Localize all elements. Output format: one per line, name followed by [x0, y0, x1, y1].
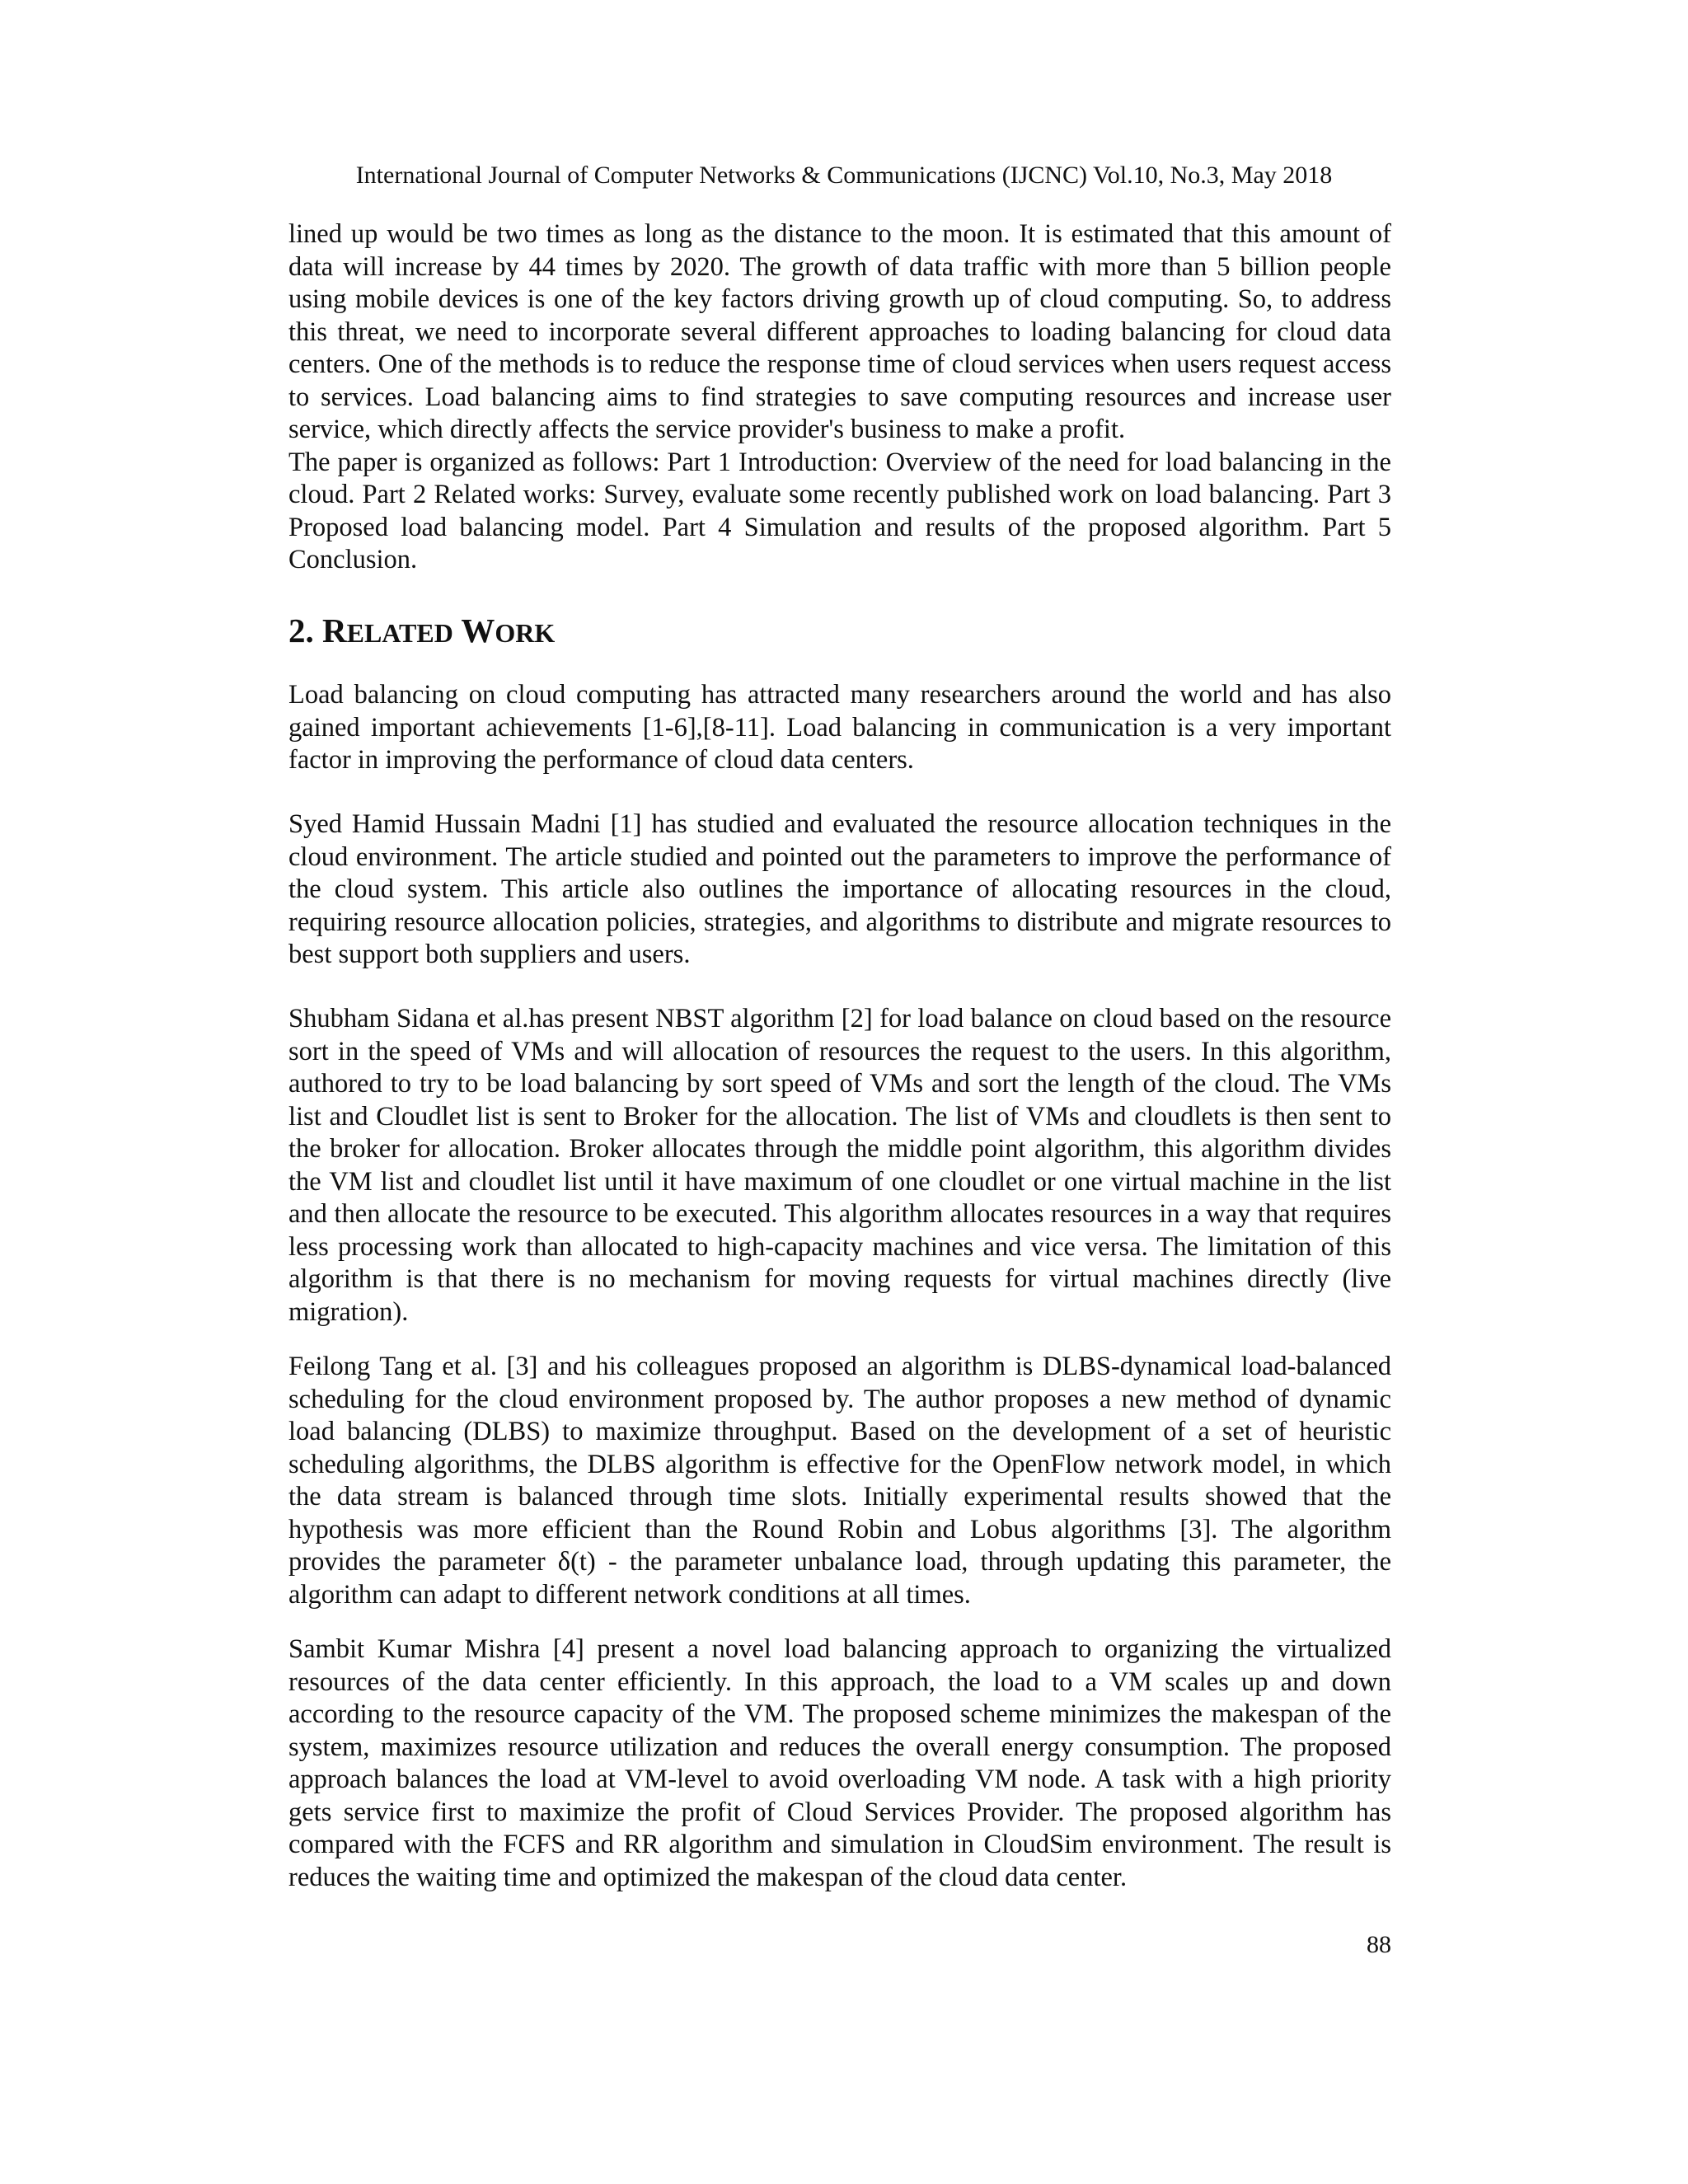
related-work-overview-paragraph: Load balancing on cloud computing has attracted many researchers around the world and has also gained important achievements [1-6],[8-11]. Load balancing in communication is a very important factor in improving the performance of cloud data centers.: [288, 680, 1391, 775]
section-heading-related-work: [288, 610, 555, 654]
sidana-paragraph: Shubham Sidana et al.has present NBST algorithm [2] for load balance on cloud based on the resource sort in the speed of VMs and will allocation of resources the request to the users. In this algorithm, authored to try to be load balancing by sort speed of VMs and sort the length of the cloud. The VMs list and Cloudlet list is sent to Broker for the allocation. The list of VMs and cloudlets is then sent to the broker for allocation. Broker allocates through the middle point algorithm, this algorithm divides the VM list and cloudlet list until it have maximum of one cloudlet or one virtual machine in the list and then allocate the resource to be executed. This algorithm allocates resources in a way that requires less processing work than allocated to high-capacity machines and vice versa. The limitation of this algorithm is that there is no mechanism for moving requests for virtual machines directly (live migration).: [288, 1004, 1391, 1327]
section-title-initial-2: W: [461, 612, 495, 649]
madni-paragraph: Syed Hamid Hussain Madni [1] has studied and evaluated the resource allocation techniques in the cloud environment. The article studied and pointed out the parameters to improve the performance of the cloud system. This article also outlines the importance of allocating resources in the cloud, requiring resource allocation policies, strategies, and algorithms to distribute and migrate resources to best support both suppliers and users.: [288, 809, 1391, 969]
running-header: International Journal of Computer Networks & Communications (IJCNC) Vol.10, No.3, May 2018: [355, 162, 1333, 189]
paper-organization-paragraph: The paper is organized as follows: Part 1 Introduction: Overview of the need for load balancing in the cloud. Part 2 Related works: Survey, evaluate some recently published work on load balancing. Part 3 Proposed load balancing model. Part 4 Simulation and results of the proposed algorithm. Part 5 Conclusion.: [288, 447, 1391, 574]
intro-block: [288, 218, 1391, 577]
section-title-rest-2: ORK: [495, 618, 556, 648]
section-title-rest-1: ELATED: [346, 618, 453, 648]
page-number: 88: [1367, 1931, 1391, 1958]
section-title-initial-1: R: [322, 612, 347, 649]
intro-continuation-paragraph: lined up would be two times as long as the distance to the moon. It is estimated that this amount of data will increase by 44 times by 2020. The growth of data traffic with more than 5 billion people using mobile devices is one of the key factors driving growth up of cloud computing. So, to address this threat, we need to incorporate several different approaches to loading balancing for cloud data centers. One of the methods is to reduce the response time of cloud services when users request access to services. Load balancing aims to find strategies to save computing resources and increase user service, which directly affects the service provider's business to make a profit.: [288, 219, 1391, 444]
mishra-paragraph: Sambit Kumar Mishra [4] present a novel load balancing approach to organizing the virtualized resources of the data center efficiently. In this approach, the load to a VM scales up and down according to the resource capacity of the VM. The proposed scheme minimizes the makespan of the system, maximizes resource utilization and reduces the overall energy consumption. The proposed approach balances the load at VM-level to avoid overloading VM node. A task with a high priority gets service first to maximize the profit of Cloud Services Provider. The proposed algorithm has compared with the FCFS and RR algorithm and simulation in CloudSim environment. The result is reduces the waiting time and optimized the makespan of the cloud data center.: [288, 1634, 1391, 1892]
section-number: 2.: [288, 612, 314, 649]
tang-paragraph: Feilong Tang et al. [3] and his colleagues proposed an algorithm is DLBS-dynamical load-balanced scheduling for the cloud environment proposed by. The author proposes a new method of dynamic load balancing (DLBS) to maximize throughput. Based on the development of a set of heuristic scheduling algorithms, the DLBS algorithm is effective for the OpenFlow network model, in which the data stream is balanced through time slots. Initially experimental results showed that the hypothesis was more efficient than the Round Robin and Lobus algorithms [3]. The algorithm provides the parameter δ(t) - the parameter unbalance load, through updating this parameter, the algorithm can adapt to different network conditions at all times.: [288, 1352, 1391, 1610]
